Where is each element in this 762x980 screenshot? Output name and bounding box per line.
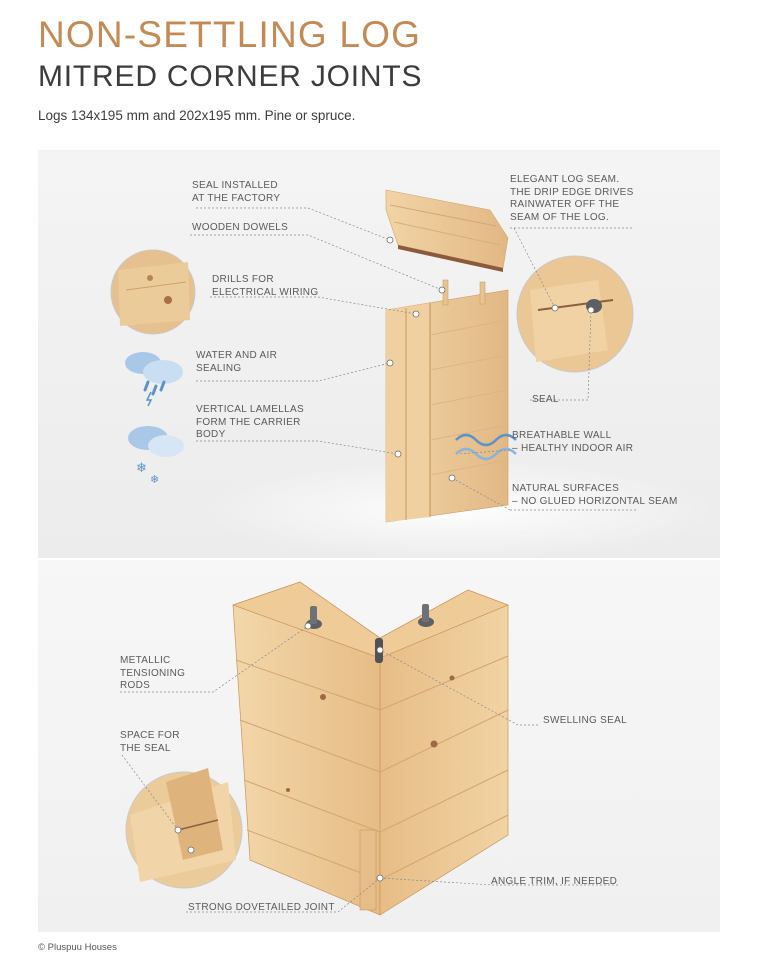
label-elegant-seam: ELEGANT LOG SEAM. THE DRIP EDGE DRIVES RAINWATER OFF THE SEAM OF THE LOG. xyxy=(510,174,634,223)
label-dovetail: STRONG DOVETAILED JOINT xyxy=(188,902,335,913)
label-angle-trim: ANGLE TRIM, IF NEEDED xyxy=(491,876,618,887)
label-space-seal: SPACE FOR THE SEAL xyxy=(120,730,180,754)
label-wooden-dowels: WOODEN DOWELS xyxy=(192,222,289,233)
top-log xyxy=(386,190,508,272)
log-wall xyxy=(386,280,508,522)
label-natural: NATURAL SURFACES – NO GLUED HORIZONTAL SEAM xyxy=(512,483,678,507)
corner-joint-panel xyxy=(38,560,720,932)
label-seal-factory: SEAL INSTALLED AT THE FACTORY xyxy=(192,180,281,204)
label-lamellas: VERTICAL LAMELLAS FORM THE CARRIER BODY xyxy=(196,404,304,440)
svg-text:❄: ❄ xyxy=(136,461,147,476)
corner-block xyxy=(233,582,508,915)
drill-detail-inset xyxy=(111,250,195,334)
label-drills: DRILLS FOR ELECTRICAL WIRING xyxy=(212,274,319,298)
label-seal: SEAL xyxy=(532,394,559,405)
seam-detail-inset xyxy=(517,256,633,372)
svg-text:❄: ❄ xyxy=(150,473,160,486)
spec-text: Logs 134x195 mm and 202x195 mm. Pine or spruce. xyxy=(38,108,356,123)
label-water-air: WATER AND AIR SEALING xyxy=(196,350,278,374)
label-breathable: BREATHABLE WALL – HEALTHY INDOOR AIR xyxy=(512,430,634,454)
rain-cloud-icon xyxy=(125,352,183,406)
page-title: NON-SETTLING LOG xyxy=(38,14,422,55)
wall-section-panel xyxy=(38,150,720,558)
snow-cloud-icon xyxy=(128,426,184,486)
copyright-footer: © Pluspuu Houses xyxy=(38,942,117,953)
label-tensioning-rods: METALLIC TENSIONING RODS xyxy=(120,655,186,691)
label-swelling-seal: SWELLING SEAL xyxy=(543,715,627,726)
dovetail-detail-inset xyxy=(126,768,242,888)
page-subtitle-heading: MITRED CORNER JOINTS xyxy=(38,60,423,93)
